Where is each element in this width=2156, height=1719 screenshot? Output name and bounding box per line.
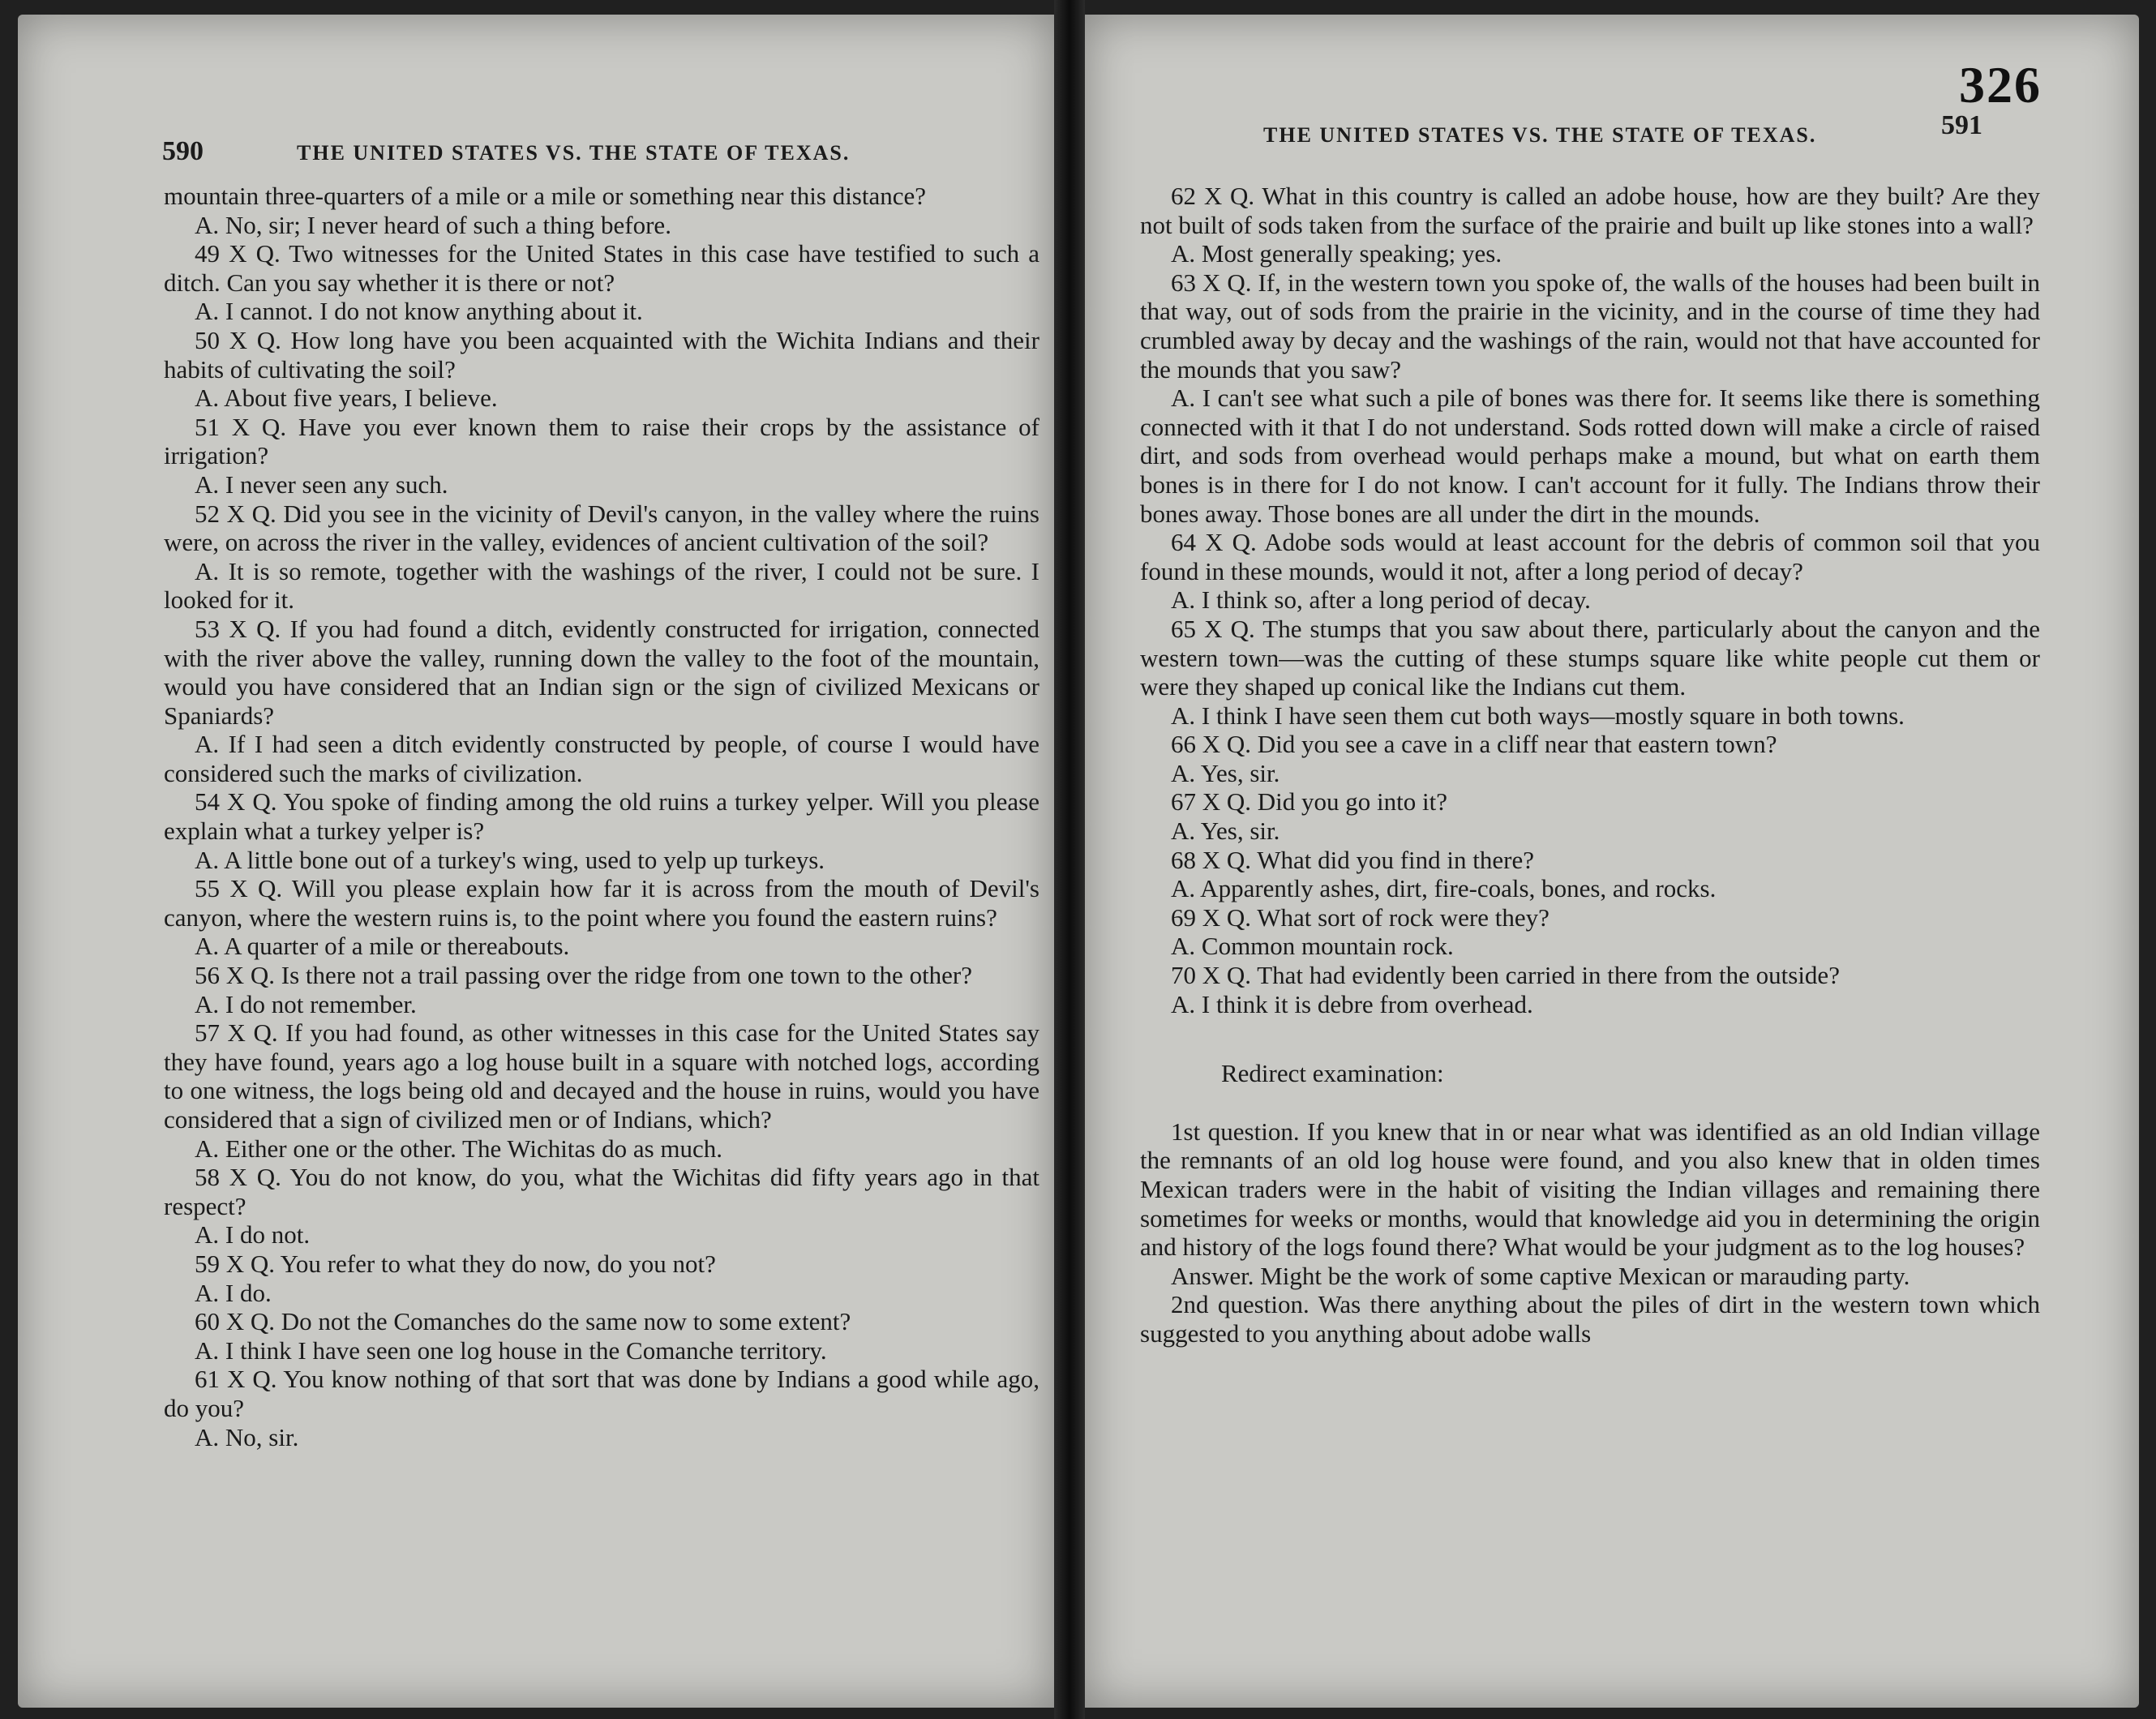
left-answer-paragraph: A. About five years, I believe. [195, 384, 498, 413]
right-answer-paragraph: A. Common mountain rock. [1171, 932, 1454, 961]
left-question-paragraph: 58 X Q. You do not know, do you, what the Wichitas did fifty years ago in that respect? [164, 1163, 1039, 1220]
book-gutter [1054, 0, 1085, 1719]
right-running-head [1085, 110, 2139, 159]
left-question-paragraph: 56 X Q. Is there not a trail passing over the ridge from one town to the other? [195, 961, 973, 990]
right-answer-paragraph: A. Yes, sir. [1171, 817, 1280, 846]
right-question-paragraph: 1st question. If you knew that in or near what was identified as an old Indian village the remnants of an old log house were found, and you also knew that in olden times Mexican traders were in the habit of visiting the Indian villages and remaining there sometimes for weeks or months, would that knowledge aid you in determining the origin and history of the logs found there? What would be your judgment as to the log houses? [1140, 1117, 2040, 1262]
left-answer-paragraph: A. I do not. [195, 1220, 311, 1250]
left-answer-paragraph: A. No, sir. [195, 1422, 299, 1451]
right-question-paragraph: 64 X Q. Adobe sods would at least account for the debris of common soil that you found in these mounds, would it not, after a long period of decay? [1140, 528, 2040, 585]
left-running-head [18, 136, 1054, 177]
right-question-paragraph: 62 X Q. What in this country is called an adobe house, how are they built? Are they not built of sods taken from the surface of the prairie and built up like stones into a wall? [1140, 182, 2040, 239]
left-question-paragraph: 55 X Q. Will you please explain how far it is across from the mouth of Devil's canyon, where the western ruins is, to the point where you found the eastern ruins? [164, 874, 1039, 932]
right-answer-paragraph: A. I think it is debre from overhead. [1171, 989, 1533, 1018]
right-question-paragraph: 63 X Q. If, in the western town you spoke of, the walls of the houses had been built in that way, out of sods from the prairie in the vicinity, and in the course of time they had crumbled away by decay and the washings of the rain, would not that have accounted for the mounds that you saw? [1140, 268, 2040, 384]
right-page [1085, 15, 2139, 1708]
left-question-paragraph: 50 X Q. How long have you been acquainted with the Wichita Indians and their habits of cultivating the soil? [164, 325, 1039, 384]
left-answer-paragraph: A. I do. [195, 1278, 272, 1307]
left-answer-paragraph: A. I think I have seen one log house in the Comanche territory. [195, 1335, 827, 1365]
left-question-paragraph: 49 X Q. Two witnesses for the United States in this case have testified to such a ditch. Can you say whether it is there or not? [164, 239, 1039, 297]
right-question-paragraph: 2nd question. Was there anything about the piles of dirt in the western town which suggested to you anything about adobe walls [1140, 1290, 2040, 1348]
right-question-paragraph: 69 X Q. What sort of rock were they? [1171, 902, 1549, 932]
right-question-paragraph: 68 X Q. What did you find in there? [1171, 845, 1534, 874]
left-answer-paragraph: A. Either one or the other. The Wichitas do as much. [195, 1134, 723, 1163]
left-question-paragraph: 51 X Q. Have you ever known them to raise their crops by the assistance of irrigation? [164, 412, 1039, 470]
left-page-number: 590 [162, 136, 204, 166]
right-page-text [1140, 182, 2040, 1348]
left-answer-paragraph: A. I never seen any such. [195, 469, 448, 499]
left-question-paragraph: 61 X Q. You know nothing of that sort that was done by Indians a good while ago, do you? [164, 1365, 1039, 1422]
right-answer-paragraph: A. I can't see what such a pile of bones was there for. It seems like there is something connected with it that I do not understand. Sods rotted down will make a circle of raised dirt, and sods from overhead would perhaps make a mound, but what on earth them bones is in there for I do not know. I can't account for it fully. The Indians throw their bones away. Those bones are all under the dirt in the mounds. [1140, 384, 2040, 528]
right-question-paragraph: 70 X Q. That had evidently been carried in there from the outside? [1171, 961, 1840, 990]
right-answer-paragraph: A. Apparently ashes, dirt, fire-coals, bones, and rocks. [1171, 874, 1717, 903]
left-question-paragraph: 59 X Q. You refer to what they do now, do you not? [195, 1249, 716, 1278]
left-answer-paragraph: A. A little bone out of a turkey's wing, used to yelp up turkeys. [195, 845, 825, 874]
left-question-paragraph: 57 X Q. If you had found, as other witnesses in this case for the United States say they have found, years ago a log house built in a square with notched logs, according to one witness, the logs being old and decayed and the house in ruins, would you have considered that a sign of civilized men or of Indians, which? [164, 1018, 1039, 1134]
left-answer-paragraph: A. I do not remember. [195, 989, 417, 1018]
right-question-paragraph: 67 X Q. Did you go into it? [1171, 787, 1447, 817]
left-answer-paragraph: A. If I had seen a ditch evidently constructed by people, of course I would have considered such the marks of civilization. [164, 730, 1039, 787]
left-answer-paragraph: A. It is so remote, together with the washings of the river, I could not be sure. I looked for it. [164, 556, 1039, 615]
left-page-text [164, 182, 1039, 1451]
right-answer-paragraph: A. I think I have seen them cut both ways—mostly square in both towns. [1171, 701, 1905, 730]
left-continued-text-paragraph: mountain three-quarters of a mile or a mile or something near this distance? [164, 182, 927, 210]
folio-stamp: 326 [1959, 56, 2042, 114]
right-question-paragraph: 65 X Q. The stumps that you saw about there, particularly about the canyon and the western town—was the cutting of these stumps square like white people cut them or were they shaped up conical like the Indians cut them. [1140, 614, 2040, 701]
right-answer-paragraph: Answer. Might be the work of some captive Mexican or marauding party. [1171, 1261, 1910, 1290]
left-answer-paragraph: A. No, sir; I never heard of such a thing before. [195, 210, 671, 239]
right-question-paragraph: 66 X Q. Did you see a cave in a cliff near that eastern town? [1171, 730, 1777, 759]
left-running-head-title: THE UNITED STATES VS. THE STATE OF TEXAS. [297, 141, 851, 165]
left-question-paragraph: 54 X Q. You spoke of finding among the old ruins a turkey yelper. Will you please explain what a turkey yelper is? [164, 787, 1039, 846]
left-question-paragraph: 53 X Q. If you had found a ditch, evidently constructed for irrigation, connected with the river above the valley, running down the valley to the foot of the mountain, would you have considered that an Indian sign or the sign of civilized Mexicans or Spaniards? [164, 614, 1039, 730]
right-answer-paragraph: A. Yes, sir. [1171, 758, 1280, 787]
right-section-heading-paragraph: Redirect examination: [1221, 1059, 1444, 1088]
right-running-head-title: THE UNITED STATES VS. THE STATE OF TEXAS. [1263, 123, 1817, 147]
left-page [18, 15, 1054, 1708]
left-question-paragraph: 60 X Q. Do not the Comanches do the same now to some extent? [195, 1307, 851, 1336]
right-answer-paragraph: A. Most generally speaking; yes. [1171, 239, 1502, 268]
right-answer-paragraph: A. I think so, after a long period of decay. [1171, 585, 1591, 615]
left-answer-paragraph: A. A quarter of a mile or thereabouts. [195, 932, 570, 961]
left-question-paragraph: 52 X Q. Did you see in the vicinity of Devil's canyon, in the valley where the ruins were, on across the river in the valley, evidences of ancient cultivation of the soil? [164, 499, 1039, 557]
left-answer-paragraph: A. I cannot. I do not know anything about it. [195, 297, 643, 326]
right-page-number: 591 [1941, 110, 1982, 140]
